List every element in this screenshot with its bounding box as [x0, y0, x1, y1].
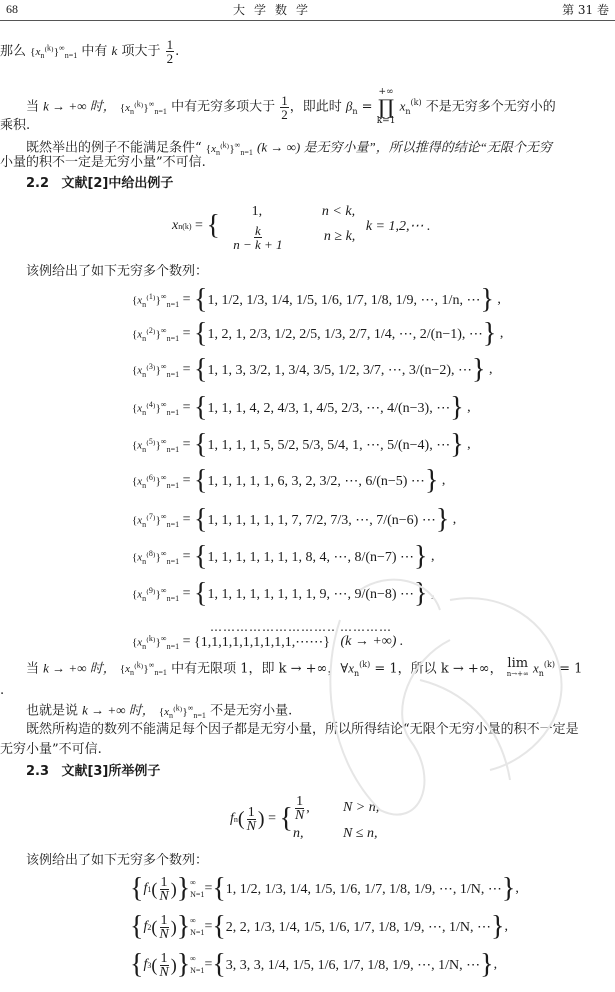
- paragraph-4: 该例给出了如下无穷多个数列：: [26, 264, 209, 279]
- dotted-separator: ……………………………………: [210, 620, 392, 634]
- sequence-row: $\{x_n^(^7^)\}^\infty_{n=1}$ = { 1, 1, 1, 1, 1, 1, 7, 7/2, 7/3, ⋯, 7/(n−6) ⋯ } ,: [132, 504, 457, 535]
- volume-label: 第 31 卷: [562, 3, 609, 17]
- paragraph-7: 既然所构造的数列不能满足每个因子都是无穷小量，所以所得结论“无限个无穷小量的积不一定是: [26, 722, 579, 737]
- sequence-row: $\{x_n^(^5^)\}^\infty_{n=1}$ = { 1, 1, 1, 1, 5, 5/2, 5/3, 5/4, 1, ⋯, 5/(n−4), ⋯ } ,: [132, 429, 471, 460]
- definition-piecewise-1: x n (k) = { 1, n < k, $\frac{k}{n - k + 1}$ n ≥ k, k = 1,2,⋯ .: [172, 204, 431, 252]
- sequence-row: $\{x_n^(^8^)\}^\infty_{n=1}$ = { 1, 1, 1, 1, 1, 1, 1, 8, 4, ⋯, 8/(n−7) ⋯ } ,: [132, 541, 435, 572]
- sequence-row: $\{x_n^(^3^)\}^\infty_{n=1}$ = { 1, 1, 3, 3/2, 1, 3/4, 3/5, 1/2, 3/7, ⋯, 3/(n−2), ⋯ } ,: [132, 354, 493, 385]
- paragraph-3-cont: 小量的积不一定是无穷小量”不可信.: [0, 155, 206, 170]
- sequence-row: $\{x_n^(^6^)\}^\infty_{n=1}$ = { 1, 1, 1, 1, 1, 6, 3, 2, 3/2, ⋯, 6/(n−5) ⋯ } ,: [132, 465, 446, 496]
- sequence-row: $\{x_n^(^4^)\}^\infty_{n=1}$ = { 1, 1, 1, 4, 2, 4/3, 1, 4/5, 2/3, ⋯, 4/(n−3), ⋯ } ,: [132, 392, 471, 423]
- sequence-row: $\{x_n^(^9^)\}^\infty_{n=1}$ = { 1, 1, 1, 1, 1, 1, 1, 1, 9, ⋯, 9/(n−8) ⋯ } ,: [132, 578, 435, 609]
- page-number: 68: [6, 2, 18, 16]
- paragraph-3: 既然举出的例子不能满足条件“ $\{x_n^(^k^)\}^\infty_{n=1}$ (k → ∞) 是无穷小量”，所以推得的结论“无限个无穷: [26, 139, 552, 157]
- sequence-limit-row: $\{x_n^(^k^)\}^\infty_{n=1}$ = {1,1,1,1,1,1,1,1,1,⋯⋯} (k → +∞) .: [132, 633, 404, 651]
- sequence-row: $\{x_n^(^1^)\}^\infty_{n=1}$ = { 1, 1/2, 1/3, 1/4, 1/5, 1/6, 1/7, 1/8, 1/9, ⋯, 1/n, ⋯ } ,: [132, 284, 501, 315]
- page-header: [0, 0, 615, 21]
- paragraph-5: 当 k → +∞ 时， $\{x_n^(^k^)\}^\infty_{n=1}$ 中有无限项 1，即 k → +∞，$\forall x_n^{(k)} = 1$，所以 k → +∞， lim n→+∞ $x_n^{(k)} = 1$: [26, 656, 583, 678]
- section-heading-2-2: 2.2 文献[2]中给出例子: [26, 176, 174, 191]
- sequence-row: { f 2 ( $\frac{1}{N}$ ) } ∞ N=1 = { 2, 2, 1/3, 1/4, 1/5, 1/6, 1/7, 1/8, 1/9, ⋯, 1/N, ⋯ } ,: [130, 911, 508, 942]
- paragraph-2: 当 k → +∞ 时， $\{x_n^(^k^)\}^\infty_{n=1}$ 中有无穷多项大于 $\frac{1}{2}$ ，即此时 $\beta_n$ = +∞ ∏ k=1 $x_n^{(k)}$ 不是无穷多个无穷小的: [26, 87, 556, 126]
- paragraph-1: 那么 $\{x_n^(^k^)\}^\infty_{n=1}$ 中有 k 项大于 $\frac{1}{2}$ .: [0, 37, 180, 66]
- paragraph-7-cont: 无穷小量”不可信.: [0, 742, 102, 757]
- journal-title: 大学数学: [233, 3, 318, 17]
- sequence-row: { f 1 ( $\frac{1}{N}$ ) } ∞ N=1 = { 1, 1/2, 1/3, 1/4, 1/5, 1/6, 1/7, 1/8, 1/9, ⋯, 1/N, ⋯ } ,: [130, 873, 519, 904]
- paragraph-2-cont: 乘积.: [0, 118, 31, 133]
- paragraph-8: 该例给出了如下无穷多个数列：: [26, 853, 209, 868]
- sequence-row: { f 3 ( $\frac{1}{N}$ ) } ∞ N=1 = { 3, 3, 3, 1/4, 1/5, 1/6, 1/7, 1/8, 1/9, ⋯, 1/N, ⋯ } ,: [130, 949, 498, 980]
- sequence-row: $\{x_n^(^2^)\}^\infty_{n=1}$ = { 1, 2, 1, 2/3, 1/2, 2/5, 1/3, 2/7, 1/4, ⋯, 2/(n−1), ⋯ } ,: [132, 318, 504, 349]
- stray-period: .: [0, 683, 5, 698]
- paragraph-6: 也就是说 k → +∞ 时， $\{x_n^(^k^)\}^\infty_{n=1}$ 不是无穷小量.: [26, 702, 293, 720]
- definition-piecewise-2: f n ( $\frac{1}{N}$ ) = { $\frac{1}{N}$ , N > n, n, N ≤ n,: [230, 793, 380, 841]
- section-heading-2-3: 2.3 文献[3]所举例子: [26, 764, 161, 779]
